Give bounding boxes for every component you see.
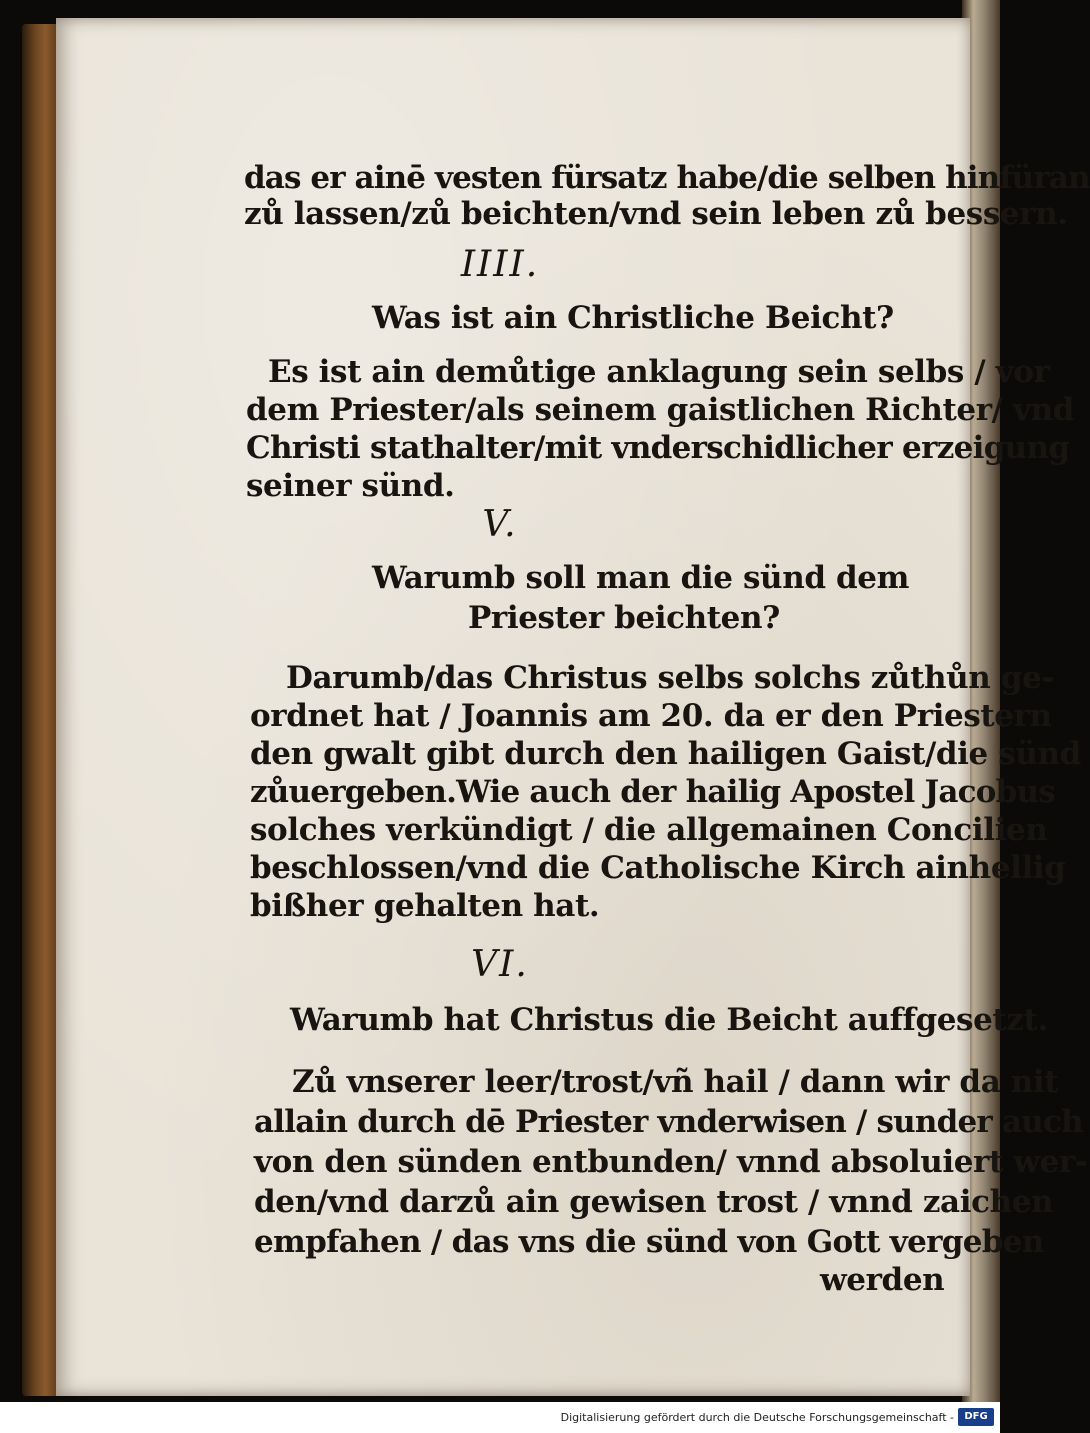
text-line: bißher gehalten hat.: [250, 888, 600, 924]
footer-bar: [0, 1402, 1000, 1433]
text-line: das er ainē vesten fürsatz habe/die selben hinfüran: [244, 160, 1090, 196]
text-line: zů lassen/zů beichten/vnd sein leben zů bessern.: [244, 196, 1068, 232]
text-line: Christi stathalter/mit vnderschidlicher erzeigung: [246, 430, 1070, 466]
section-heading: Warumb hat Christus die Beicht auffgesetzt.: [290, 1002, 1048, 1038]
catchword: werden: [820, 1262, 945, 1298]
text-line: beschlossen/vnd die Catholische Kirch ainhellig: [250, 850, 1066, 886]
text-line: den gwalt gibt durch den hailigen Gaist/die sünd: [250, 736, 1081, 772]
text-line: dem Priester/als seinem gaistlichen Richter/ vnd: [246, 392, 1075, 428]
text-line: Es ist ain demůtige anklagung sein selbs / vor: [268, 354, 1050, 390]
dfg-logo-icon: DFG: [958, 1408, 994, 1426]
section-number: V.: [482, 504, 518, 545]
text-line: zůuergeben.Wie auch der hailig Apostel Jacobus: [250, 774, 1055, 810]
section-number: IIII.: [460, 244, 540, 285]
section-heading: Warumb soll man die sünd dem: [372, 560, 910, 596]
text-line: den/vnd darzů ain gewisen trost / vnnd zaichen: [254, 1184, 1054, 1220]
section-number: VI.: [471, 944, 529, 985]
section-heading: Was ist ain Christliche Beicht?: [372, 300, 894, 336]
footer-credit: Digitalisierung gefördert durch die Deutsche Forschungsgemeinschaft -: [560, 1411, 954, 1424]
text-line: empfahen / das vns die sünd von Gott vergeben: [254, 1224, 1044, 1260]
text-line: von den sünden entbunden/ vnnd absoluiert wer-: [254, 1144, 1088, 1180]
section-heading: Priester beichten?: [468, 600, 780, 636]
text-line: Darumb/das Christus selbs solchs zůthůn ge-: [286, 660, 1054, 696]
text-line: ordnet hat / Joannis am 20. da er den Priestern: [250, 698, 1052, 734]
text-line: solches verkündigt / die allgemainen Concilien: [250, 812, 1048, 848]
text-line: allain durch dē Priester vnderwisen / sunder auch: [254, 1104, 1083, 1140]
text-line: seiner sünd.: [246, 468, 455, 504]
text-line: Zů vnserer leer/trost/vñ hail / dann wir da nit: [292, 1064, 1059, 1100]
